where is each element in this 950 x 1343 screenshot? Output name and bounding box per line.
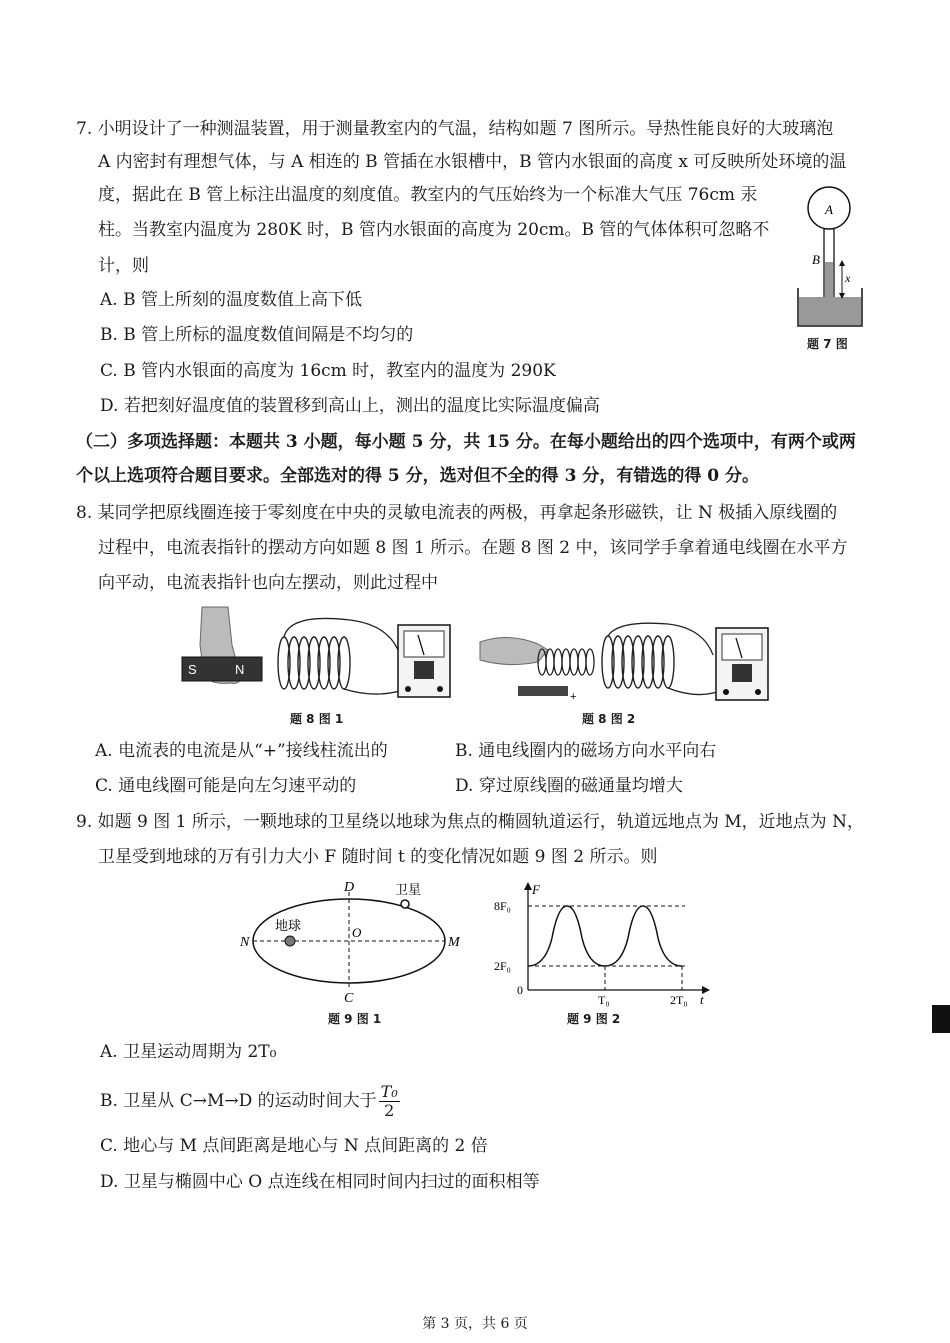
primary-coil <box>602 636 674 688</box>
q8-figure-2 <box>478 620 773 710</box>
q8-line-1: 8. 某同学把原线圈连接于零刻度在中央的灵敏电流表的两极，再拿起条形磁铁，让 N 极插入原线圈的 <box>76 503 838 523</box>
magnet-s-label: S <box>188 662 197 677</box>
q8-figure-2-caption: 题 8 图 2 <box>582 712 636 726</box>
label-n: N <box>240 935 250 950</box>
q8-option-c: C. 通电线圈可能是向左匀速平动的 <box>95 776 357 796</box>
satellite-label: 卫星 <box>395 883 422 898</box>
q7-line-5: 计，则 <box>98 256 149 276</box>
label-m: M <box>448 935 460 950</box>
q8-option-b: B. 通电线圈内的磁场方向水平向右 <box>455 741 717 761</box>
q7-option-d: D. 若把刻好温度值的装置移到高山上，测出的温度比实际温度偏高 <box>100 396 600 416</box>
q9-line-1: 9. 如题 9 图 1 所示，一颗地球的卫星绕以地球为焦点的椭圆轨道运行，轨道远地点为 M，近地点为 N， <box>76 812 864 832</box>
label-a: A <box>825 202 833 217</box>
energized-coil <box>538 649 594 675</box>
primary-coil <box>278 637 350 689</box>
q9-option-b <box>100 1083 400 1120</box>
section2-line-1: （二）多项选择题：本题共 3 小题，每小题 5 分，共 15 分。在每小题给出的四个选项中，有两个或两 <box>76 432 856 452</box>
q8-line-3: 向平动，电流表指针也向左摆动，则此过程中 <box>98 573 438 593</box>
fraction <box>379 1083 400 1120</box>
fraction-denominator: 2 <box>384 1101 395 1120</box>
label-o: O <box>352 925 362 940</box>
x-axis-label: t <box>700 992 704 1007</box>
x-tick-t0: T₀ <box>598 993 610 1007</box>
q9-line-2: 卫星受到地球的万有引力大小 F 随时间 t 的变化情况如题 9 图 2 所示。则 <box>98 847 658 867</box>
q8-option-a: A. 电流表的电流是从“+”接线柱流出的 <box>95 741 388 761</box>
q9-option-c: C. 地心与 M 点间距离是地心与 N 点间距离的 2 倍 <box>100 1136 488 1156</box>
q9-figure-2-caption: 题 9 图 2 <box>567 1012 621 1026</box>
label-c: C <box>344 991 354 1006</box>
q8-line-2: 过程中，电流表指针的摆动方向如题 8 图 1 所示。在题 8 图 2 中，该同学手拿着通电线圈在水平方 <box>98 538 848 558</box>
q7-line-2: A 内密封有理想气体，与 A 相连的 B 管插在水银槽中，B 管内水银面的高度 x 可反映所处环境的温 <box>98 152 847 172</box>
q9-option-a: A. 卫星运动周期为 2T₀ <box>100 1042 277 1062</box>
fraction-numerator: T₀ <box>380 1082 398 1101</box>
q7-figure-caption: 题 7 图 <box>807 337 848 351</box>
magnet-n-label: N <box>235 662 245 677</box>
earth-icon <box>285 936 295 946</box>
q8-figure-1 <box>180 605 460 705</box>
q7-figure <box>790 180 870 335</box>
page-footer: 第 3 页，共 6 页 <box>422 1316 528 1332</box>
x-tick-2t0: 2T₀ <box>670 993 688 1007</box>
side-tab-marker <box>932 1005 950 1033</box>
q7-option-a: A. B 管上所刻的温度数值上高下低 <box>100 290 362 310</box>
q8-option-d: D. 穿过原线圈的磁通量均增大 <box>455 776 683 796</box>
label-x: x <box>845 271 851 285</box>
q9-option-b-text: B. 卫星从 C→M→D 的运动时间大于 <box>100 1091 377 1111</box>
q7-line-4: 柱。当教室内温度为 280K 时，B 管内水银面的高度为 20cm。B 管的气体体积可忽略不 <box>98 220 770 240</box>
y-tick-2f0: 2F₀ <box>494 959 511 973</box>
satellite-icon <box>401 900 409 908</box>
q9-option-d: D. 卫星与椭圆中心 O 点连线在相同时间内扫过的面积相等 <box>100 1172 540 1192</box>
earth-label: 地球 <box>275 919 302 934</box>
q8-figure-1-caption: 题 8 图 1 <box>290 712 344 726</box>
q7-line-1: 7. 小明设计了一种测温装置，用于测量教室内的气温，结构如题 7 图所示。导热性能良好的大玻璃泡 <box>76 119 834 139</box>
q9-figure-2 <box>490 880 715 1010</box>
q7-option-b: B. B 管上所标的温度数值间隔是不均匀的 <box>100 325 414 345</box>
label-b: B <box>812 252 820 267</box>
battery <box>518 686 568 696</box>
origin-label: 0 <box>517 983 523 997</box>
q7-option-c: C. B 管内水银面的高度为 16cm 时，教室内的温度为 290K <box>100 361 556 381</box>
label-d: D <box>344 880 355 895</box>
y-tick-8f0: 8F₀ <box>494 899 511 913</box>
y-axis-label: F <box>532 882 540 897</box>
q9-figure-1 <box>235 878 465 1006</box>
force-curve <box>528 906 682 966</box>
q7-line-3: 度，据此在 B 管上标注出温度的刻度值。教室内的气压始终为一个标准大气压 76cm 汞 <box>98 185 758 205</box>
q9-figure-1-caption: 题 9 图 1 <box>328 1012 382 1026</box>
section2-line-2: 个以上选项符合题目要求。全部选对的得 5 分，选对但不全的得 3 分，有错选的得 0 分。 <box>76 466 759 486</box>
svg-text:+: + <box>570 691 577 703</box>
